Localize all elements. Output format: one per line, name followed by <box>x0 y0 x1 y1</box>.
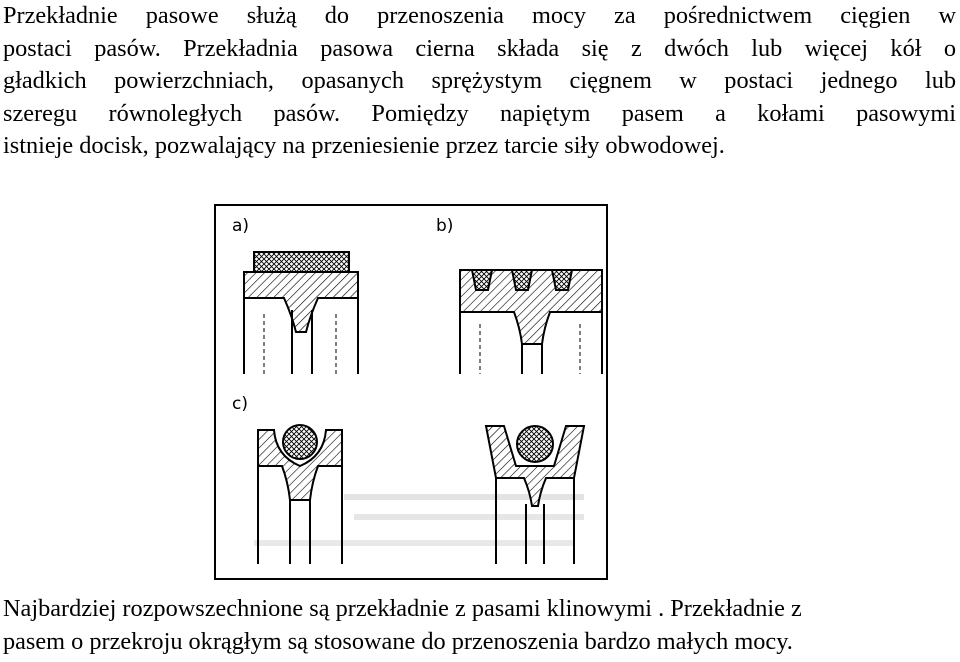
intro-line-1: Przekładnie pasowe służą do przenoszenia mocy za pośrednictwem cięgien w <box>3 2 956 29</box>
intro-line-2: postaci pasów. Przekładnia pasowa cierna składa się z dwóch lub więcej kół o <box>3 34 956 62</box>
intro-paragraph <box>3 0 956 163</box>
v-belt-3 <box>552 270 572 290</box>
intro-line-3: gładkich powierzchniach, opasanych sprężystym cięgnem w postaci jednego lub <box>3 67 956 95</box>
label-b: b) <box>436 216 454 236</box>
closing-line-2: pasem o przekroju okrągłym są stosowane do przenoszenia bardzo małych mocy. <box>3 628 793 655</box>
intro-line-4: szeregu równoległych pasów. Pomiędzy napiętym pasem a kołami pasowymi <box>3 99 956 127</box>
closing-line-1: Najbardziej rozpowszechnione są przekładnie z pasami klinowymi . Przekładnie z <box>3 595 802 622</box>
round-belt-1 <box>283 425 317 459</box>
flat-belt <box>254 252 349 272</box>
label-a: a) <box>232 216 250 236</box>
intro-line-5: istnieje docisk, pozwalający na przeniesienie przez tarcie siły obwodowej. <box>3 132 725 160</box>
v-belt-2 <box>512 270 532 290</box>
closing-paragraph <box>3 592 959 658</box>
round-belt-2 <box>517 426 553 462</box>
label-c: c) <box>232 394 248 414</box>
v-belt-1 <box>472 270 492 290</box>
belt-pulley-figure <box>214 204 608 580</box>
belt-cross-sections-drawing <box>214 204 608 580</box>
